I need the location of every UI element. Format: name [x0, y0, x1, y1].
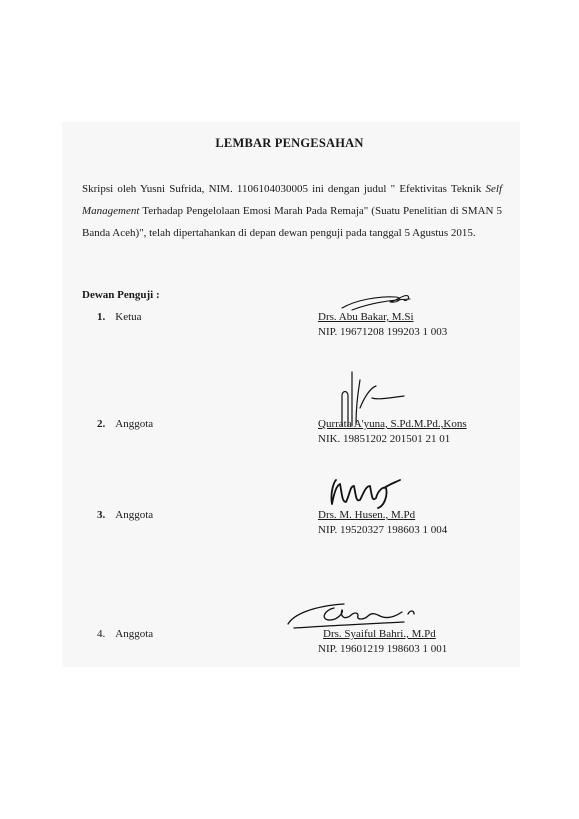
examiner-4-label	[97, 628, 153, 640]
approval-paragraph	[82, 178, 502, 244]
examiner-1-role: Ketua	[115, 311, 142, 323]
examiner-2-number: 2.	[97, 418, 106, 430]
examiner-3-name: Drs. M. Husen., M.Pd	[318, 509, 416, 521]
examiner-2-role: Anggota	[115, 418, 154, 430]
examiner-1-number: 1.	[97, 311, 106, 323]
paragraph-text-2: Terhadap Pengelolaan Emosi Marah Pada Remaja" (Suatu Penelitian di SMAN 5 Banda Aceh)", telah dipertahankan di depan dewan penguji pada tanggal 5 Agustus 2015.	[82, 205, 502, 239]
examiner-1-name: Drs. Abu Bakar, M.Si	[318, 311, 414, 323]
examiner-2-id: NIK. 19851202 201501 21 01	[318, 433, 451, 445]
examiner-3-number: 3.	[97, 509, 106, 521]
examiner-1-label	[97, 311, 142, 323]
examiner-2-name: Qurrata A'yuna, S.Pd.M.Pd.,Kons	[318, 418, 467, 430]
examiner-3-signature	[326, 474, 406, 510]
paragraph-italic-term: Self Management	[82, 183, 502, 217]
examiner-3-label	[97, 509, 153, 521]
page-title: LEMBAR PENGESAHAN	[215, 136, 364, 150]
paragraph-text-1: Skripsi oleh Yusni Sufrida, NIM. 1106104030005 ini dengan judul " Efektivitas Teknik	[82, 183, 486, 195]
examiner-3-role: Anggota	[115, 509, 154, 521]
examiner-4-number: 4.	[97, 628, 106, 640]
examiner-4-id: NIP. 19601219 198603 1 001	[318, 643, 448, 655]
examiner-3-id: NIP. 19520327 198603 1 004	[318, 524, 448, 536]
examiner-1-id: NIP. 19671208 199203 1 003	[318, 326, 448, 338]
examiner-2-label	[97, 418, 153, 430]
examiner-4-role: Anggota	[115, 628, 154, 640]
examiner-4-name: Drs. Syaiful Bahri., M.Pd	[323, 628, 436, 640]
examiners-heading: Dewan Penguji :	[82, 289, 160, 301]
